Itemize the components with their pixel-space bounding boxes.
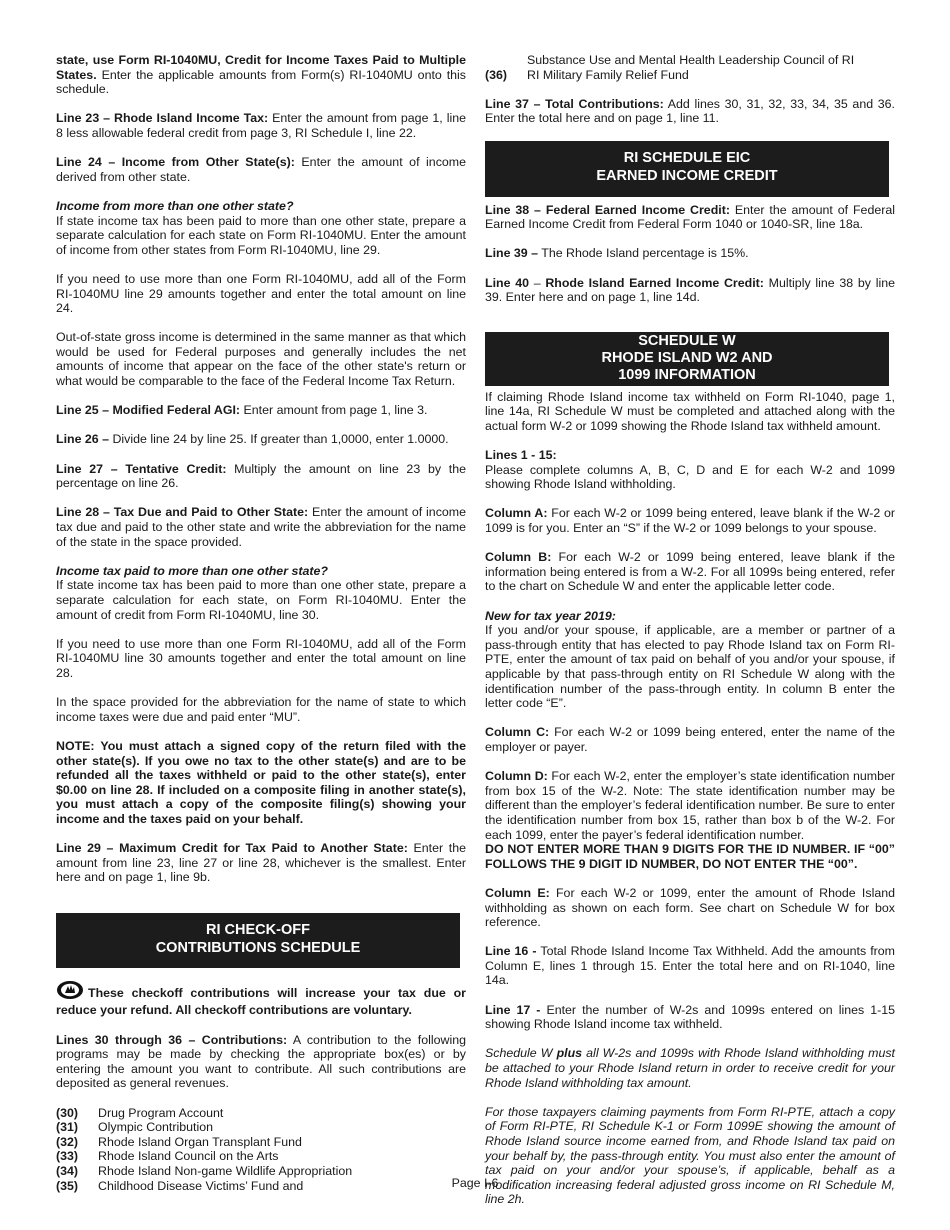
checkoff-warning: These checkoff contributions will increase your tax due or reduce your refund. All checkoff contributions are voluntary. bbox=[56, 980, 466, 1018]
line29-paragraph: Line 29 – Maximum Credit for Tax Paid to Another State: Enter the amount from line 23, line 27 or line 28, whichever is the smallest. Enter here and on page 1, line 9b. bbox=[56, 841, 466, 885]
column-d-warning: DO NOT ENTER MORE THAN 9 DIGITS FOR THE ID NUMBER. IF “00” FOLLOWS THE 9 DIGIT ID NUMBER, DO NOT ENTER THE “00”. bbox=[485, 842, 895, 871]
line26-paragraph: Line 26 – Divide line 24 by line 25. If greater than 1,0000, enter 1.0000. bbox=[56, 432, 449, 447]
multi-tax-paragraph: If state income tax has been paid to more than one other state, prepare a separate calculation for each state, on Form RI-1040MU. Enter the amount of credit from Form RI-1040MU, line 30. bbox=[56, 578, 466, 622]
intro-paragraph: state, use Form RI-1040MU, Credit for Income Taxes Paid to Multiple States. Enter the applicable amounts from Form(s) RI-1040MU onto this schedule. bbox=[56, 53, 466, 97]
multi-income-heading: Income from more than one other state? bbox=[56, 198, 294, 213]
line27-paragraph: Line 27 – Tentative Credit: Multiply the amount on line 23 by the percentage on line 26. bbox=[56, 461, 466, 491]
column-d-paragraph: Column D: For each W-2, enter the employer’s state identification number from box 15 of the W-2. Note: The state identification number may be different than the employer’s federal identification number. Be sure to enter the identification number from box 15, rather than box b of the W-2. For each 1099, enter the payer’s federal identification number. bbox=[485, 769, 895, 842]
list-item: (35) Childhood Disease Victims’ Fund and bbox=[56, 1178, 304, 1193]
lines1-15-paragraph: Please complete columns A, B, C, D and E for each W-2 and 1099 showing Rhode Island withholding. bbox=[485, 462, 895, 492]
list-item: (30) Drug Program Account bbox=[56, 1105, 224, 1120]
out-of-state-gross-paragraph: Out-of-state gross income is determined in the same manner as that which would be used for Federal purposes and generally includes the net amounts of income that appear on the face of the other state's return or what would be comparable to the face of the Federal Income Tax Return. bbox=[56, 330, 466, 389]
column-c-paragraph: Column C: For each W-2 or 1099 being entered, enter the name of the employer or payer. bbox=[485, 725, 895, 754]
right-column bbox=[485, 53, 895, 1222]
line17-paragraph: Line 17 - Enter the number of W-2s and 1099s entered on lines 1-15 showing Rhode Island income tax withheld. bbox=[485, 1002, 895, 1032]
line37-paragraph: Line 37 – Total Contributions: Add lines 30, 31, 32, 33, 34, 35 and 36. Enter the total here and on page 1, line 11. bbox=[485, 96, 895, 126]
multi-income-paragraph-2: If you need to use more than one Form RI-1040MU, add all of the Form RI-1040MU line 29 amounts together and enter the total amount on line 24. bbox=[56, 271, 466, 316]
multi-tax-paragraph-2: If you need to use more than one Form RI-1040MU, add all of the Form RI-1040MU line 30 amounts together and enter the total amount on line 28. bbox=[56, 636, 466, 680]
line28-paragraph: Line 28 – Tax Due and Paid to Other State: Enter the amount of income tax due and paid to the other state and write the abbreviation for the name of the state in the space provided. bbox=[56, 505, 466, 549]
note-paragraph: NOTE: You must attach a signed copy of the return filed with the other state(s). If you owe no tax to the other state(s) and are to be refunded all the taxes withheld or paid to the other state(s), enter $0.00 on line 28. If included on a composite filing in another state(s), you must attach a copy of the composite filing(s) showing your income and the taxes paid on your behalf. bbox=[56, 738, 466, 826]
left-column bbox=[56, 53, 466, 1193]
list-item-35-continued: Substance Use and Mental Health Leadership Council of RI bbox=[527, 53, 855, 67]
schedule-w-plus-paragraph: Schedule W plus all W-2s and 1099s with Rhode Island withholding must be attached to your Rhode Island return in order to receive credit for your Rhode Island withholding tax amount. bbox=[485, 1046, 895, 1090]
pte-paragraph: For those taxpayers claiming payments from Form RI-PTE, attach a copy of Form RI-PTE, RI Schedule K-1 or Form 1099E showing the amount of Rhode Island source income earned from, and Rhode Island tax paid on your behalf by, the pass-through entity. You must also enter the amount of tax paid on your and/or your spouse’s, if applicable, behalf as a modification increasing federal adjusted gross income on RI Schedule M, line 2h. bbox=[485, 1104, 895, 1207]
new-2019-paragraph: If you and/or your spouse, if applicable, are a member or partner of a pass-through entity that has elected to pay Rhode Island tax on Form RI-PTE, enter the amount of tax paid on behalf of you and/or your spouse, if applicable by that pass-through entity on RI Schedule W along with the identification number of the pass-through entity. In column B enter the letter code “E”. bbox=[485, 623, 895, 711]
line39-paragraph: Line 39 – The Rhode Island percentage is 15%. bbox=[485, 246, 749, 261]
eic-banner: RI SCHEDULE EIC EARNED INCOME CREDIT bbox=[485, 141, 889, 197]
multi-tax-heading: Income tax paid to more than one other state? bbox=[56, 563, 328, 578]
mu-paragraph: In the space provided for the abbreviation for the name of state to which income taxes were due and paid enter “MU”. bbox=[56, 695, 466, 724]
list-item: (31) Olympic Contribution bbox=[56, 1120, 214, 1135]
line25-paragraph: Line 25 – Modified Federal AGI: Enter amount from page 1, line 3. bbox=[56, 403, 428, 418]
list-item: (33) Rhode Island Council on the Arts bbox=[56, 1149, 279, 1164]
checkoff-hand-icon bbox=[56, 980, 84, 1004]
lines30-36-paragraph: Lines 30 through 36 – Contributions: A contribution to the following programs may be made by checking the appropriate box(es) or by entering the amount you want to contribute. All such contributions are deposited as general revenues. bbox=[56, 1032, 466, 1091]
schedule-w-intro: If claiming Rhode Island income tax withheld on Form RI-1040, page 1, line 14a, RI Schedule W must be completed and attached along with the actual form W-2 or 1099 showing the Rhode Island tax withheld amount. bbox=[485, 389, 895, 433]
column-e-paragraph: Column E: For each W-2 or 1099, enter the amount of Rhode Island withholding as shown on each form. See chart on Schedule W for box reference. bbox=[485, 885, 895, 930]
list-item: (32) Rhode Island Organ Transplant Fund bbox=[56, 1134, 302, 1149]
page-number: Page I-6 bbox=[451, 1176, 499, 1190]
line40-paragraph: Line 40 – Rhode Island Earned Income Credit: Multiply line 38 by line 39. Enter here and on page 1, line 14d. bbox=[485, 275, 895, 305]
column-a-paragraph: Column A: For each W-2 or 1099 being entered, leave blank if the W-2 or 1099 is for you. Enter an “S” if the W-2 or 1099 belongs to your spouse. bbox=[485, 506, 895, 536]
new-2019-heading: New for tax year 2019: bbox=[485, 608, 616, 623]
schedule-w-banner: SCHEDULE W RHODE ISLAND W2 AND 1099 INFORMATION bbox=[485, 332, 889, 386]
lines1-15-heading: Lines 1 - 15: bbox=[485, 448, 557, 463]
line16-paragraph: Line 16 - Total Rhode Island Income Tax Withheld. Add the amounts from Column E, lines 1 through 15. Enter the total here and on RI-1040, line 14a. bbox=[485, 944, 896, 988]
line23-paragraph: Line 23 – Rhode Island Income Tax: Enter the amount from page 1, line 8 less allowable federal credit from page 3, RI Schedule I, line 22. bbox=[56, 111, 466, 140]
column-b-paragraph: Column B: For each W-2 or 1099 being entered, leave blank if the information being entered is from a W-2. For all 1099s being entered, refer to the chart on Schedule W and enter the applicable letter code. bbox=[485, 550, 895, 594]
list-item: (36) RI Military Family Relief Fund bbox=[485, 67, 689, 82]
checkoff-banner: RI CHECK-OFF CONTRIBUTIONS SCHEDULE bbox=[56, 913, 460, 968]
list-item: (34) Rhode Island Non-game Wildlife Appropriation bbox=[56, 1163, 353, 1178]
line24-paragraph: Line 24 – Income from Other State(s): Enter the amount of income derived from other state. bbox=[56, 155, 466, 184]
line38-paragraph: Line 38 – Federal Earned Income Credit: Enter the amount of Federal Earned Income Credit from Federal Form 1040 or 1040-SR, line 18a. bbox=[485, 202, 896, 232]
multi-income-paragraph: If state income tax has been paid to more than one other state, prepare a separate calculation for each state on Form RI-1040MU. Enter the amount of income from other states from Form RI-1040MU, line 29. bbox=[56, 213, 466, 257]
